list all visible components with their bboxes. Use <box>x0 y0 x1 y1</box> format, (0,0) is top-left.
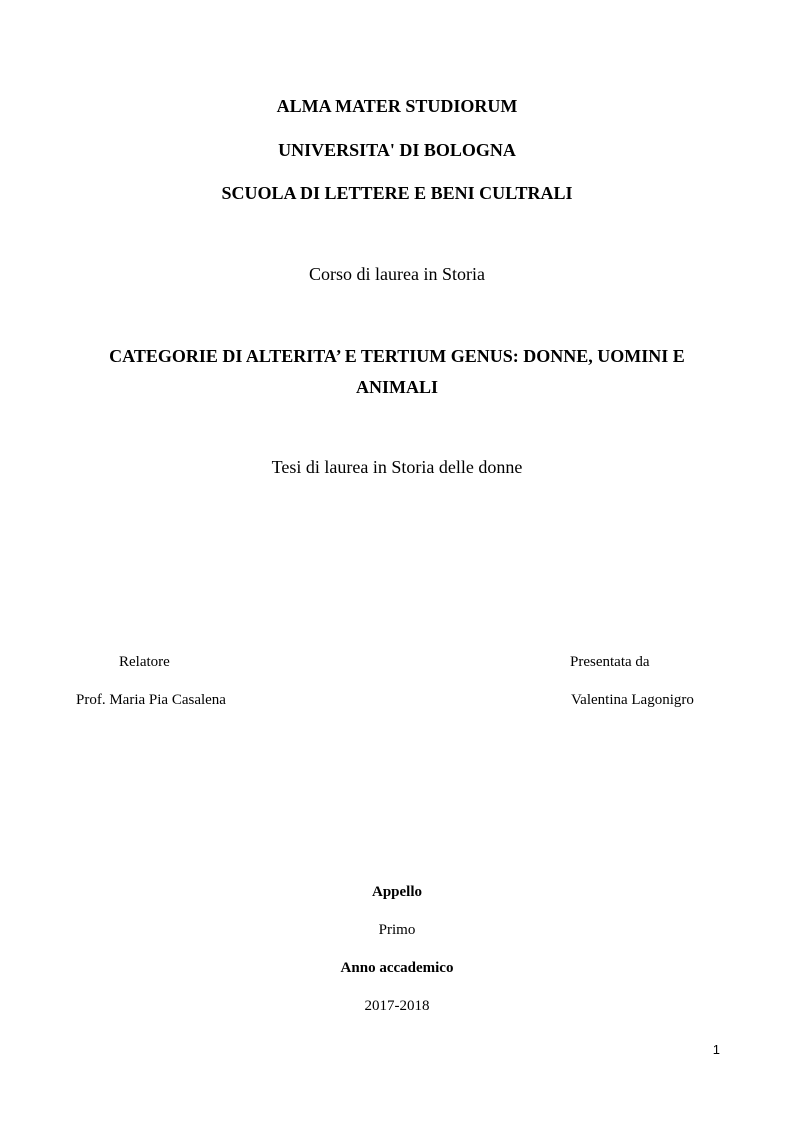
author-name: Valentina Lagonigro <box>571 692 694 708</box>
university-name: ALMA MATER STUDIORUM <box>276 96 518 116</box>
supervisor-label: Relatore <box>119 654 170 670</box>
academic-year-value: 2017-2018 <box>364 998 430 1014</box>
academic-year-label: Anno accademico <box>340 960 454 976</box>
thesis-title-line-2: ANIMALI <box>355 377 438 397</box>
supervisor-name: Prof. Maria Pia Casalena <box>76 692 226 708</box>
thesis-type: Tesi di laurea in Storia delle donne <box>271 457 523 477</box>
session-label: Appello <box>371 884 422 900</box>
author-label: Presentata da <box>570 654 650 670</box>
thesis-title-line-1: CATEGORIE DI ALTERITA’ E TERTIUM GENUS: DONNE, UOMINI E <box>109 346 685 366</box>
university-city: UNIVERSITA' DI BOLOGNA <box>278 140 516 160</box>
session-value: Primo <box>378 922 416 938</box>
course-name: Corso di laurea in Storia <box>309 264 485 284</box>
page-number: 1 <box>712 1042 720 1057</box>
school-name: SCUOLA DI LETTERE E BENI CULTRALI <box>221 183 573 203</box>
